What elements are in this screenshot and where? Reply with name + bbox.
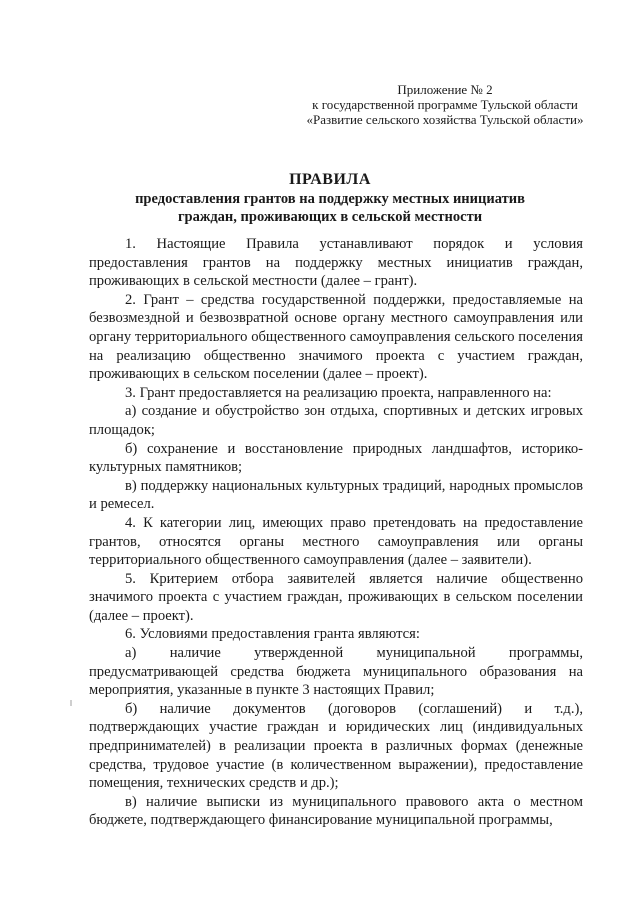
paragraph-6c: в) наличие выписки из муниципального правового акта о местном бюджете, подтверждающего финансирование муниципальной программы, [89, 793, 583, 829]
scan-artifact [70, 700, 72, 706]
annex-number: Приложение № 2 [397, 82, 493, 97]
paragraph-6b: б) наличие документов (договоров (соглашений) и т.д.), подтверждающих участие граждан и юридических лиц (индивидуальных предпринимателей) в реализации проекта в различных формах (денежные средства, трудовое участие (в количественном выражении), предоставление помещения, технических средств и др.); [89, 700, 583, 792]
paragraph-6a: а) наличие утвержденной муниципальной программы, предусматривающей средства бюджета муниципального образования на мероприятия, указанные в пункте 3 настоящих Правил; [89, 645, 583, 699]
paragraph-2: 2. Грант – средства государственной поддержки, предоставляемые на безвозмездной и безвозвратной основе органу местного самоуправления или органу территориального общественного самоуправления сельского поселения на реализацию общественно значимого проекта с участием граждан, проживающих в сельском поселении (далее – проект). [89, 291, 583, 383]
title-main: ПРАВИЛА [289, 171, 371, 188]
paragraph-3c: в) поддержку национальных культурных традиций, народных промыслов и ремесел. [89, 477, 583, 513]
document-title [80, 170, 580, 226]
paragraph-1: 1. Настоящие Правила устанавливают порядок и условия предоставления грантов на поддержку местных инициатив граждан, проживающих в сельской местности (далее – грант). [89, 236, 583, 290]
paragraph-5: 5. Критерием отбора заявителей является наличие общественно значимого проекта с участием граждан, проживающих в сельском поселении (далее – проект). [89, 570, 583, 624]
annex-program-ref: к государственной программе Тульской области [312, 97, 578, 112]
title-subtitle-line1: предоставления грантов на поддержку местных инициатив [135, 191, 525, 207]
annex-header [300, 82, 590, 127]
annex-program-name: «Развитие сельского хозяйства Тульской области» [306, 112, 584, 127]
paragraph-4: 4. К категории лиц, имеющих право претендовать на предоставление грантов, относятся органы местного самоуправления или органы территориального общественного самоуправления (далее – заявители). [89, 514, 583, 569]
paragraph-3: 3. Грант предоставляется на реализацию проекта, направленного на: [125, 384, 552, 401]
paragraph-3a: а) создание и обустройство зон отдыха, спортивных и детских игровых площадок; [89, 403, 583, 438]
paragraph-6: 6. Условиями предоставления гранта являются: [125, 626, 420, 643]
document-body [89, 235, 583, 830]
title-subtitle-line2: граждан, проживающих в сельской местности [177, 209, 483, 225]
paragraph-3b: б) сохранение и восстановление природных ландшафтов, историко-культурных памятников; [89, 440, 583, 476]
